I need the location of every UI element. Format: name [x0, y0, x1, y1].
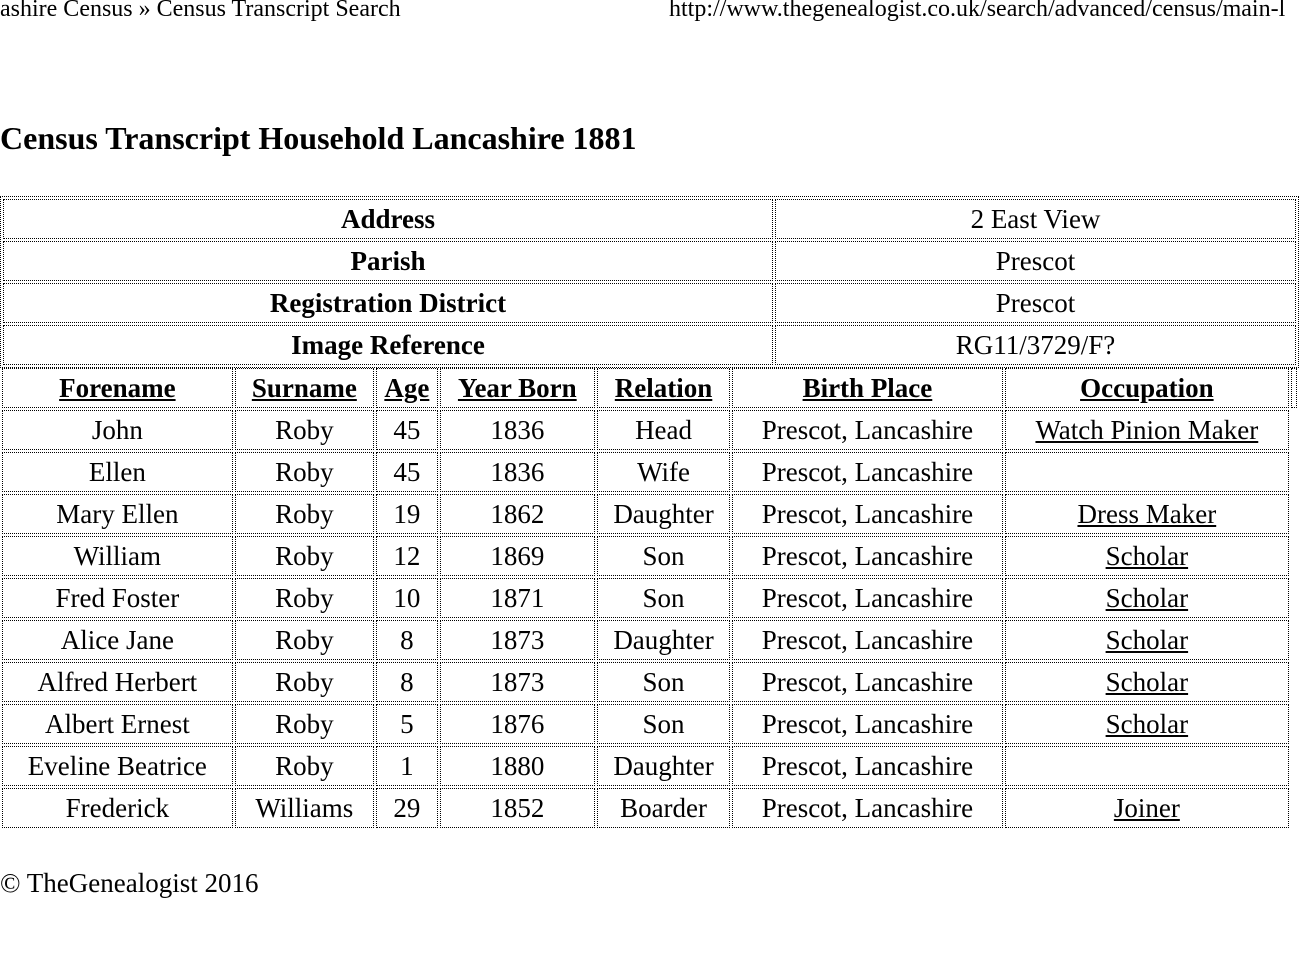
- summary-label: Registration District: [3, 283, 773, 323]
- cell-forename: Fred Foster: [2, 578, 233, 618]
- table-row: [2, 578, 1297, 618]
- household-summary-table: [0, 196, 1299, 368]
- cell-relation: Son: [597, 704, 730, 744]
- occupation-link[interactable]: Scholar: [1105, 708, 1189, 739]
- cell-birth-place: Prescot, Lancashire: [732, 704, 1002, 744]
- table-row: [2, 494, 1297, 534]
- cell-occupation: [1005, 452, 1289, 492]
- occupation-link[interactable]: Scholar: [1105, 582, 1189, 613]
- table-row: [2, 536, 1297, 576]
- cell-year-born: 1880: [440, 746, 595, 786]
- page-title: Census Transcript Household Lancashire 1881: [0, 120, 637, 156]
- cell-year-born: 1873: [440, 662, 595, 702]
- summary-label: Image Reference: [3, 325, 773, 365]
- cell-occupation: [1005, 410, 1289, 450]
- cell-relation: Son: [597, 662, 730, 702]
- cell-year-born: 1852: [440, 788, 595, 828]
- cell-relation: Daughter: [597, 494, 730, 534]
- summary-row-image-reference: [3, 325, 1296, 365]
- cell-age: 1: [376, 746, 438, 786]
- column-header-age[interactable]: Age: [376, 368, 438, 408]
- cell-year-born: 1871: [440, 578, 595, 618]
- occupation-link[interactable]: Dress Maker: [1077, 498, 1217, 529]
- cell-birth-place: Prescot, Lancashire: [732, 788, 1002, 828]
- occupation-link[interactable]: Scholar: [1105, 540, 1189, 571]
- cell-age: 8: [376, 662, 438, 702]
- cell-occupation: [1005, 536, 1289, 576]
- occupation-link[interactable]: Scholar: [1105, 624, 1189, 655]
- cell-surname: Roby: [235, 536, 374, 576]
- cell-birth-place: Prescot, Lancashire: [732, 536, 1002, 576]
- cell-relation: Son: [597, 578, 730, 618]
- cell-age: 5: [376, 704, 438, 744]
- cell-surname: Roby: [235, 620, 374, 660]
- column-header-birth-place[interactable]: Birth Place: [732, 368, 1002, 408]
- column-header-occupation[interactable]: Occupation: [1005, 368, 1289, 408]
- cell-occupation: [1005, 494, 1289, 534]
- cell-birth-place: Prescot, Lancashire: [732, 620, 1002, 660]
- summary-value: RG11/3729/F?: [775, 325, 1296, 365]
- cell-year-born: 1836: [440, 452, 595, 492]
- summary-value: 2 East View: [775, 199, 1296, 239]
- column-header-relation[interactable]: Relation: [597, 368, 730, 408]
- table-row: [2, 788, 1297, 828]
- summary-row-registration-district: [3, 283, 1296, 323]
- cell-relation: Daughter: [597, 746, 730, 786]
- cell-forename: Albert Ernest: [2, 704, 233, 744]
- cell-surname: Williams: [235, 788, 374, 828]
- table-header-row: [2, 368, 1297, 408]
- table-row: [2, 452, 1297, 492]
- cell-forename: Ellen: [2, 452, 233, 492]
- cell-occupation: [1005, 620, 1289, 660]
- column-header-surname[interactable]: Surname: [235, 368, 374, 408]
- summary-row-address: [3, 199, 1296, 239]
- summary-label: Parish: [3, 241, 773, 281]
- cell-age: 12: [376, 536, 438, 576]
- cell-surname: Roby: [235, 704, 374, 744]
- cell-forename: Alice Jane: [2, 620, 233, 660]
- table-row: [2, 662, 1297, 702]
- cell-forename: William: [2, 536, 233, 576]
- table-row: [2, 620, 1297, 660]
- cell-forename: Alfred Herbert: [2, 662, 233, 702]
- cell-forename: Frederick: [2, 788, 233, 828]
- cell-surname: Roby: [235, 410, 374, 450]
- cell-relation: Son: [597, 536, 730, 576]
- cell-relation: Boarder: [597, 788, 730, 828]
- column-header-year-born[interactable]: Year Born: [440, 368, 595, 408]
- occupation-link[interactable]: Scholar: [1105, 666, 1189, 697]
- cell-relation: Head: [597, 410, 730, 450]
- summary-row-parish: [3, 241, 1296, 281]
- cell-age: 29: [376, 788, 438, 828]
- copyright-footer: © TheGenealogist 2016: [0, 868, 259, 898]
- summary-value: Prescot: [775, 241, 1296, 281]
- cell-age: 45: [376, 410, 438, 450]
- cell-relation: Wife: [597, 452, 730, 492]
- cell-occupation: [1005, 704, 1289, 744]
- table-row: [2, 704, 1297, 744]
- occupation-link[interactable]: Joiner: [1113, 792, 1180, 823]
- cell-surname: Roby: [235, 662, 374, 702]
- cell-birth-place: Prescot, Lancashire: [732, 494, 1002, 534]
- print-header: [0, 0, 1299, 24]
- household-members-table: [0, 366, 1299, 830]
- cell-surname: Roby: [235, 452, 374, 492]
- column-header-stub: [1291, 368, 1297, 408]
- cell-year-born: 1876: [440, 704, 595, 744]
- cell-year-born: 1862: [440, 494, 595, 534]
- cell-birth-place: Prescot, Lancashire: [732, 662, 1002, 702]
- table-row: [2, 410, 1297, 450]
- cell-occupation: [1005, 578, 1289, 618]
- summary-label: Address: [3, 199, 773, 239]
- cell-relation: Daughter: [597, 620, 730, 660]
- cell-age: 19: [376, 494, 438, 534]
- cell-birth-place: Prescot, Lancashire: [732, 578, 1002, 618]
- cell-surname: Roby: [235, 578, 374, 618]
- print-header-url: http://www.thegenealogist.co.uk/search/advanced/census/main-l: [669, 0, 1286, 22]
- print-header-title: ashire Census » Census Transcript Search: [0, 0, 401, 22]
- cell-occupation: [1005, 662, 1289, 702]
- cell-birth-place: Prescot, Lancashire: [732, 410, 1002, 450]
- cell-forename: John: [2, 410, 233, 450]
- occupation-link[interactable]: Watch Pinion Maker: [1035, 414, 1259, 445]
- cell-birth-place: Prescot, Lancashire: [732, 452, 1002, 492]
- cell-year-born: 1836: [440, 410, 595, 450]
- cell-year-born: 1869: [440, 536, 595, 576]
- cell-surname: Roby: [235, 494, 374, 534]
- cell-forename: Eveline Beatrice: [2, 746, 233, 786]
- column-header-forename[interactable]: Forename: [2, 368, 233, 408]
- summary-value: Prescot: [775, 283, 1296, 323]
- cell-occupation: [1005, 746, 1289, 786]
- cell-age: 45: [376, 452, 438, 492]
- cell-surname: Roby: [235, 746, 374, 786]
- table-row: [2, 746, 1297, 786]
- cell-age: 10: [376, 578, 438, 618]
- cell-year-born: 1873: [440, 620, 595, 660]
- cell-age: 8: [376, 620, 438, 660]
- cell-forename: Mary Ellen: [2, 494, 233, 534]
- cell-occupation: [1005, 788, 1289, 828]
- cell-birth-place: Prescot, Lancashire: [732, 746, 1002, 786]
